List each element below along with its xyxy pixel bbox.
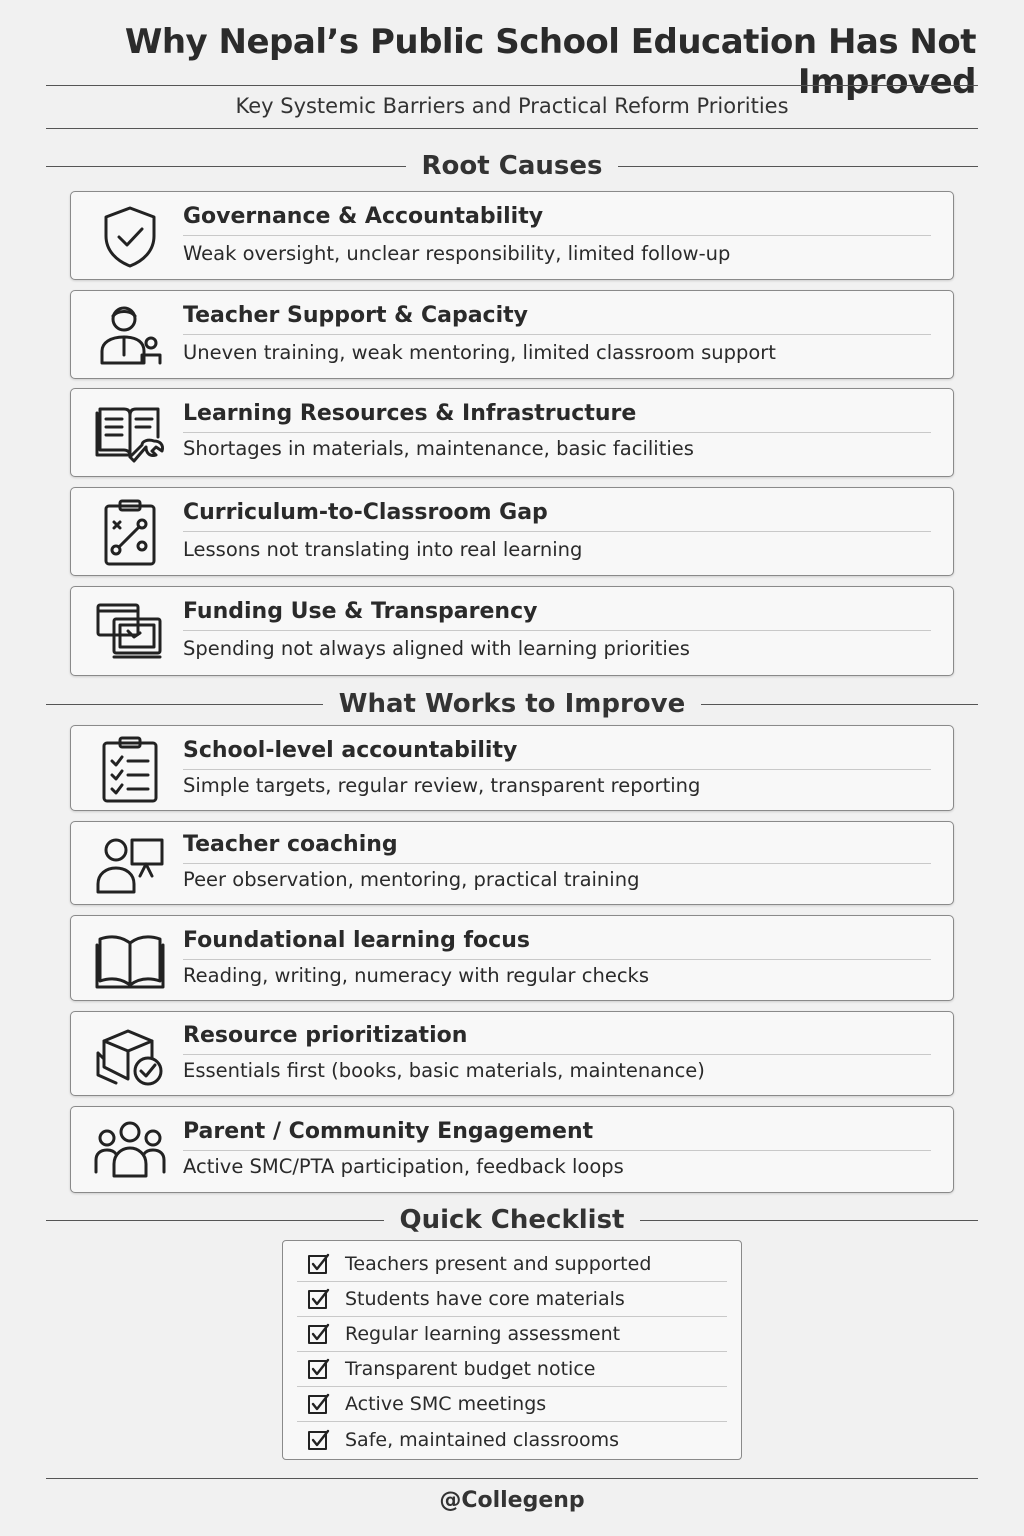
checkbox-checked-icon: [307, 1252, 331, 1276]
card-description: Simple targets, regular review, transparent reporting: [183, 774, 701, 797]
card-description: Reading, writing, numeracy with regular checks: [183, 964, 649, 987]
checklist-item: [297, 1387, 727, 1422]
checklist-item: [297, 1247, 727, 1282]
divider: [46, 1478, 978, 1479]
page-title: Why Nepal’s Public School Education Has Not Improved: [124, 22, 976, 102]
card-description: Active SMC/PTA participation, feedback loops: [183, 1155, 624, 1178]
card-title: School-level accountability: [183, 738, 931, 770]
card-foundational-learning: [70, 915, 954, 1001]
checklist-item: [297, 1352, 727, 1387]
checkbox-checked-icon: [307, 1322, 331, 1346]
section-title: Root Causes: [421, 151, 603, 181]
checkbox-checked-icon: [307, 1428, 331, 1452]
card-learning-resources: [70, 388, 954, 477]
section-title: What Works to Improve: [338, 689, 686, 719]
card-description: Shortages in materials, maintenance, basic facilities: [183, 437, 694, 460]
checklist-item-label: Active SMC meetings: [345, 1393, 547, 1415]
card-funding-transparency: [70, 586, 954, 676]
checklist-item-label: Students have core materials: [345, 1288, 625, 1310]
divider: [46, 85, 978, 86]
checkbox-checked-icon: [307, 1287, 331, 1311]
divider: [46, 128, 978, 129]
card-school-accountability: [70, 725, 954, 811]
card-parent-community: [70, 1106, 954, 1193]
book-wrench-icon: [91, 396, 169, 470]
card-title: Curriculum-to-Classroom Gap: [183, 500, 931, 532]
checklist-item: [297, 1282, 727, 1317]
section-heading-checklist: [46, 1205, 978, 1235]
card-description: Uneven training, weak mentoring, limited classroom support: [183, 341, 776, 364]
card-teacher-support: [70, 290, 954, 379]
checklist-item-label: Transparent budget notice: [345, 1358, 596, 1380]
group-icon: [91, 1113, 169, 1187]
card-title: Parent / Community Engagement: [183, 1119, 931, 1151]
card-title: Governance & Accountability: [183, 204, 931, 236]
card-description: Lessons not translating into real learning: [183, 538, 583, 561]
card-title: Resource prioritization: [183, 1023, 931, 1055]
card-resource-prioritization: [70, 1011, 954, 1096]
card-description: Peer observation, mentoring, practical training: [183, 868, 640, 891]
checklist-item: [297, 1422, 727, 1457]
section-title: Quick Checklist: [399, 1205, 625, 1235]
card-description: Essentials first (books, basic materials, maintenance): [183, 1059, 705, 1082]
footer-handle: @Collegenp: [439, 1488, 585, 1513]
presenter-icon: [91, 827, 169, 901]
open-book-icon: [91, 922, 169, 996]
clipboard-plan-icon: [91, 495, 169, 569]
shield-check-icon: [91, 199, 169, 273]
card-title: Learning Resources & Infrastructure: [183, 401, 931, 433]
card-title: Teacher Support & Capacity: [183, 303, 931, 335]
card-curriculum-gap: [70, 487, 954, 576]
checklist-item-label: Teachers present and supported: [345, 1253, 652, 1275]
checkbox-checked-icon: [307, 1357, 331, 1381]
page-subtitle: Key Systemic Barriers and Practical Reform Priorities: [235, 94, 789, 118]
screens-icon: [91, 594, 169, 668]
card-governance: [70, 191, 954, 280]
quick-checklist: [282, 1240, 742, 1460]
card-title: Teacher coaching: [183, 832, 931, 864]
section-heading-root-causes: [46, 151, 978, 181]
card-title: Foundational learning focus: [183, 928, 931, 960]
checklist-item-label: Safe, maintained classrooms: [345, 1428, 620, 1451]
card-description: Weak oversight, unclear responsibility, limited follow-up: [183, 242, 731, 265]
card-title: Funding Use & Transparency: [183, 599, 931, 631]
checkbox-checked-icon: [307, 1392, 331, 1416]
card-description: Spending not always aligned with learning priorities: [183, 637, 690, 660]
card-teacher-coaching: [70, 821, 954, 905]
section-heading-what-works: [46, 689, 978, 719]
checklist-item-label: Regular learning assessment: [345, 1323, 621, 1345]
checklist-item: [297, 1317, 727, 1352]
box-check-icon: [91, 1018, 169, 1092]
teacher-icon: [91, 298, 169, 372]
checklist-clipboard-icon: [91, 732, 169, 806]
